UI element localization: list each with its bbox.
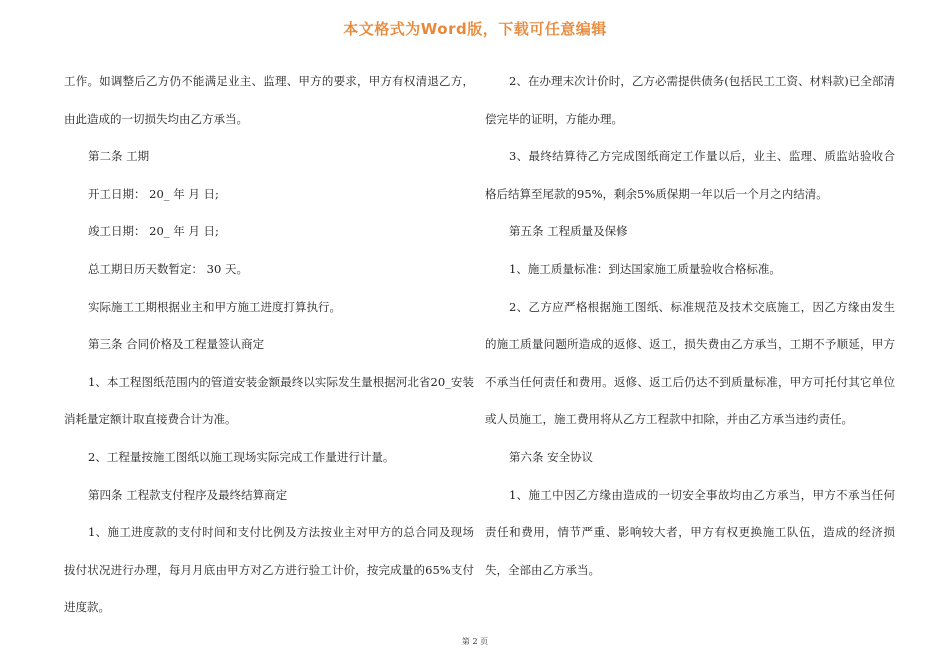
paragraph: 1、施工进度款的支付时间和支付比例及方法按业主对甲方的总合同及现场拔付状况进行办理，每月月底由甲方对乙方进行验工计价，按完成量的65%支付进度款。 [64,525,474,615]
paragraph: 2、在办理末次计价时，乙方必需提供债务(包括民工工资、材料款)已全部清偿完毕的证明，方能办理。 [485,74,895,126]
right-column [485,63,895,589]
section-heading: 第五条 工程质量及保修 [509,224,628,239]
paragraph: 2、工程量按施工图纸以施工现场实际完成工作量进行计量。 [88,449,395,464]
paragraph: 竣工日期： 20_ 年 月 日; [88,224,219,239]
section-heading: 第六条 安全协议 [509,449,594,464]
paragraph: 2、乙方应严格根据施工图纸、标准规范及技术交底施工，因乙方缘由发生的施工质量问题所造成的返修、返工，损失费由乙方承当，工期不予顺延，甲方不承当任何责任和费用。返修、返工后仍达不到质量标准，甲方可托付其它单位或人员施工，施工费用将从乙方工程款中扣除，并由乙方承当违约责任。 [485,299,895,427]
paragraph: 1、施工中因乙方缘由造成的一切安全事故均由乙方承当，甲方不承当任何责任和费用，情节严重、影响较大者，甲方有权更换施工队伍，造成的经济损失，全部由乙方承当。 [485,487,895,577]
paragraph: 工作。如调整后乙方仍不能满足业主、监理、甲方的要求，甲方有权清退乙方，由此造成的一切损失均由乙方承当。 [64,74,474,126]
paragraph: 1、本工程图纸范围内的管道安装金额最终以实际发生量根据河北省20_安装消耗量定额计取直接费合计为准。 [64,374,474,427]
left-column [64,63,474,627]
paragraph: 实际施工工期根据业主和甲方施工进度打算执行。 [88,299,341,314]
paragraph: 1、施工质量标准：到达国家施工质量验收合格标准。 [509,261,781,276]
header-banner: 本文格式为Word版，下载可任意编辑 [343,20,607,38]
paragraph: 总工期日历天数暂定： 30 天。 [88,261,248,276]
section-heading: 第二条 工期 [88,149,150,164]
paragraph: 3、最终结算待乙方完成图纸商定工作量以后，业主、监理、质监站验收合格后结算至尾款的95%，剩余5%质保期一年以后一个月之内结清。 [485,149,895,201]
section-heading: 第四条 工程款支付程序及最终结算商定 [88,487,288,502]
page-number: 第 2 页 [461,637,489,646]
section-heading: 第三条 合同价格及工程量签认商定 [88,337,265,352]
paragraph: 开工日期： 20_ 年 月 日; [88,186,219,201]
